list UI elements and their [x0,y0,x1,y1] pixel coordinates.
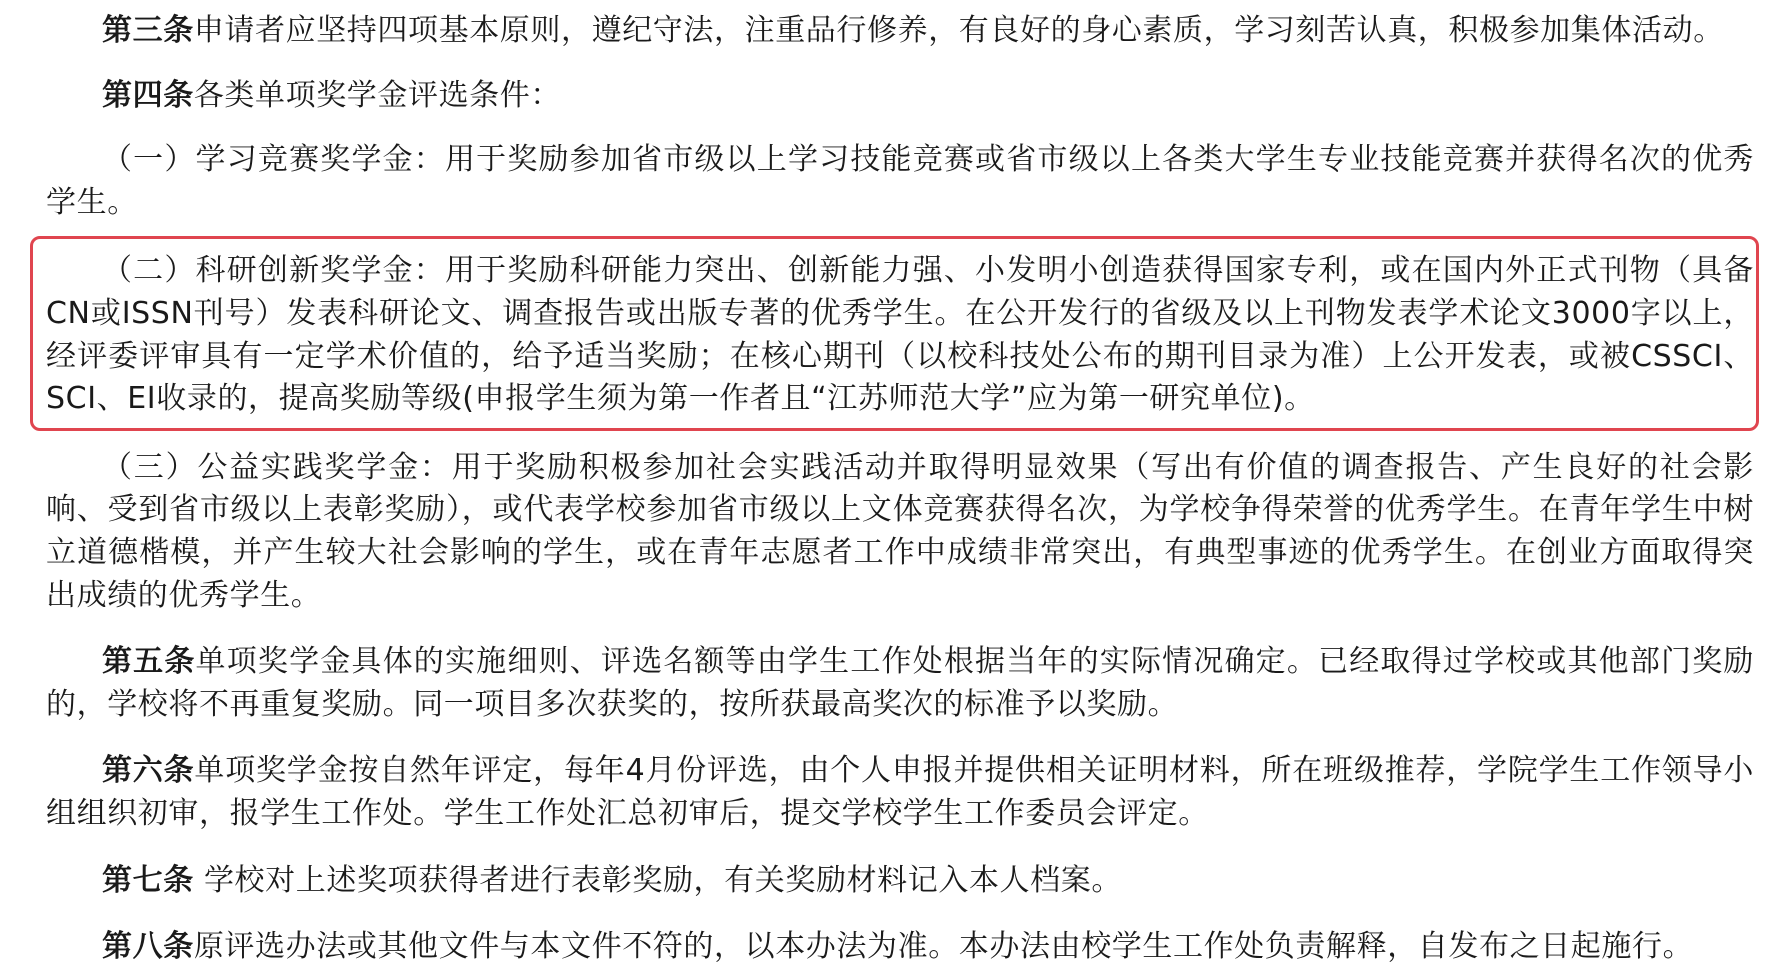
article-5-text: 单项奖学金具体的实施细则、评选名额等由学生工作处根据当年的实际情况确定。已经取得过学校或其他部门奖励的，学校将不再重复奖励。同一项目多次获奖的，按所获最高奖次的标准予以奖励。 [46,644,1754,722]
article-6 [46,750,1754,835]
article-5-label: 第五条 [102,644,196,680]
article-6-label: 第六条 [102,753,195,789]
article-3-text: 申请者应坚持四项基本原则，遵纪守法，注重品行修养，有良好的身心素质，学习刻苦认真，积极参加集体活动。 [193,13,1724,48]
article-7 [46,860,1754,903]
article-4-text: 各类单项奖学金评选条件： [193,77,562,113]
document-body [46,10,1754,969]
article-4-label: 第四条 [102,77,194,113]
article-8 [46,926,1754,969]
article-7-label: 第七条 [102,862,194,898]
article-6-text: 单项奖学金按自然年评定，每年4月份评选，由个人申报并提供相关证明材料，所在班级推荐，学院学生工作领导小组组织初审，报学生工作处。学生工作处汇总初审后，提交学校学生工作委员会评定。 [46,753,1754,831]
article-3-label: 第三条 [102,13,194,48]
article-8-text: 原评选办法或其他文件与本文件不符的，以本办法为准。本办法由校学生工作处负责解释，自发布之日起施行。 [193,929,1694,965]
article-3 [46,10,1754,53]
article-5 [46,641,1754,726]
article-4 [46,75,1754,118]
article-8-label: 第八条 [102,929,194,965]
article-7-text: 学校对上述奖项获得者进行表彰奖励，有关奖励材料记入本人档案。 [193,862,1122,898]
article-4-item-3: （三）公益实践奖学金：用于奖励积极参加社会实践活动并取得明显效果（写出有价值的调查报告、产生良好的社会影响、受到省市级以上表彰奖励），或代表学校参加省市级以上文体竞赛获得名次，为学校争得荣誉的优秀学生。在青年学生中树立道德楷模，并产生较大社会影响的学生，或在青年志愿者工作中成绩非常突出，有典型事迹的优秀学生。在创业方面取得突出成绩的优秀学生。 [46,449,1754,613]
article-4-item-1: （一）学习竞赛奖学金：用于奖励参加省市级以上学习技能竞赛或省市级以上各类大学生专业技能竞赛并获得名次的优秀学生。 [46,142,1754,220]
article-4-item-2: （二）科研创新奖学金：用于奖励科研能力突出、创新能力强、小发明小创造获得国家专利，或在国内外正式刊物（具备CN或ISSN刊号）发表科研论文、调查报告或出版专著的优秀学生。在公开发行的省级及以上刊物发表学术论文3000字以上，经评委评审具有一定学术价值的，给予适当奖励；在核心期刊（以校科技处公布的期刊目录为准）上公开发表，或被CSSCI、SCI、EI收录的，提高奖励等级(申报学生须为第一作者且“江苏师范大学”应为第一研究单位)。 [46,253,1754,417]
